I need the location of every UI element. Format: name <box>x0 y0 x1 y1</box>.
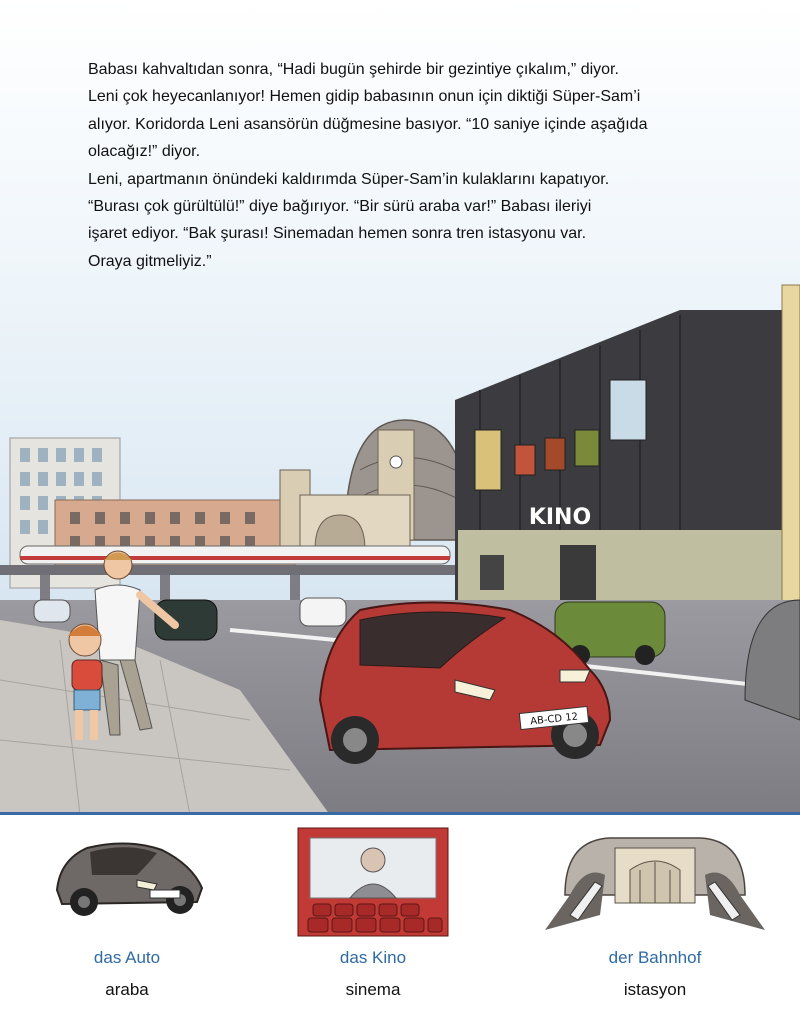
vocab-turkish-word: sinema <box>345 980 401 999</box>
train-station-icon <box>540 820 770 935</box>
vocab-item-bahnhof <box>540 820 770 1020</box>
cinema-sign: KINO <box>528 505 592 530</box>
story-line: Babası kahvaltıdan sonra, “Hadi bugün şehirde bir gezintiye çıkalım,” diyor. <box>88 61 619 78</box>
distant-tower <box>10 438 120 588</box>
story-line: olacağız!” diyor. <box>88 143 201 161</box>
vocab-german-word: das Auto <box>93 948 161 967</box>
story-line: işaret ediyor. “Bak şurası! Sinemadan hemen sonra tren istasyonu var. <box>88 225 587 243</box>
red-car <box>320 603 610 765</box>
vocab-german-word: der Bahnhof <box>608 948 702 967</box>
vocab-item-kino <box>258 820 488 1020</box>
vocab-turkish-word: istasyon <box>623 980 687 999</box>
vocab-item-auto <box>12 820 242 1020</box>
cinema-icon <box>288 824 458 939</box>
brick-building <box>55 500 295 570</box>
story-text <box>88 56 748 275</box>
story-line: Leni, apartmanın önündeki kaldırımda Süper-Sam’in kulaklarını kapatıyor. <box>88 170 610 188</box>
elevated-train <box>0 546 460 615</box>
train-station-building <box>280 420 470 550</box>
car-icon <box>42 820 212 920</box>
section-divider <box>0 812 800 815</box>
story-line: alıyor. Koridorda Leni asansörün düğmesine basıyor. “10 saniye içinde aşağıda <box>88 115 648 133</box>
story-line: Oraya gitmeliyiz.” <box>88 252 212 270</box>
background-cars <box>34 598 800 720</box>
story-line: “Burası çok gürültülü!” diye bağırıyor. “Bir sürü araba var!” Babası ileriyi <box>88 198 592 216</box>
cinema-building <box>455 310 790 600</box>
story-line: Leni çok heyecanlanıyor! Hemen gidip babasının onun için diktiği Süper-Sam’i <box>88 88 641 106</box>
father-and-child <box>68 551 175 740</box>
vocab-german-word: das Kino <box>339 948 407 967</box>
license-plate: AB-CD 12 <box>529 711 579 728</box>
vocab-turkish-word: araba <box>105 980 149 999</box>
